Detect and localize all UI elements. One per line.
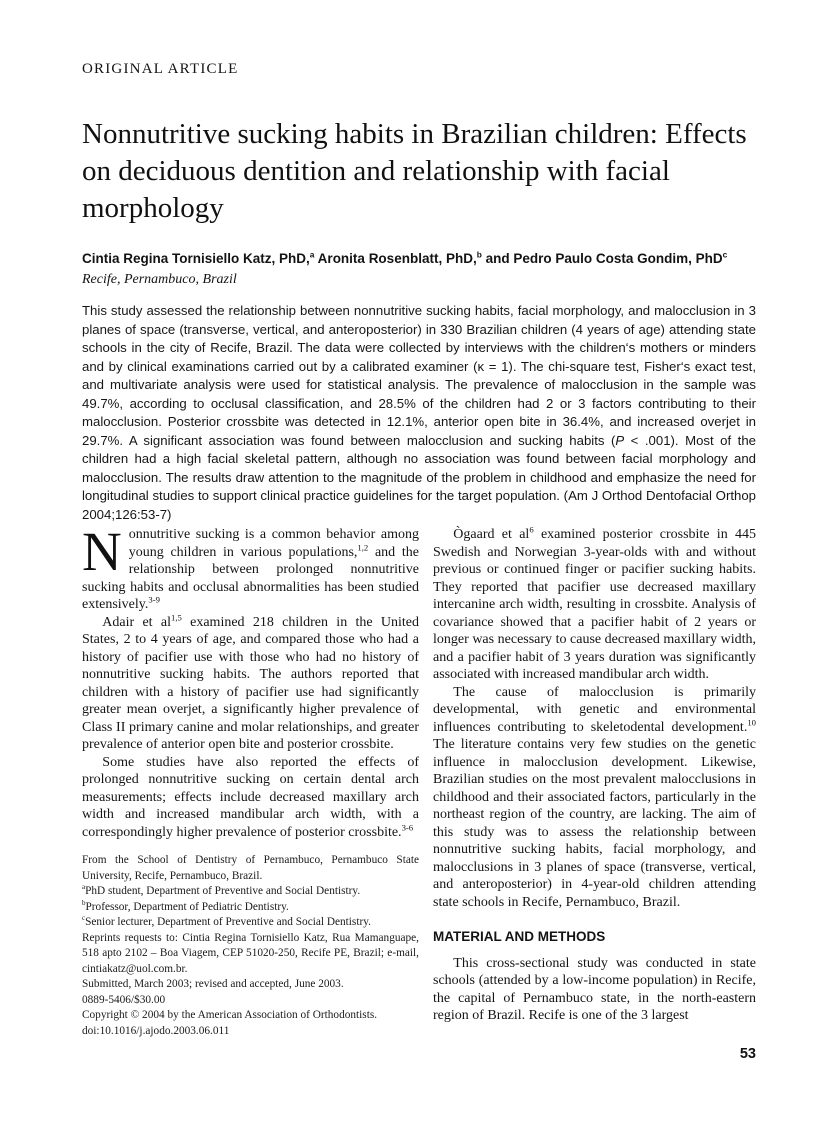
author-1: Cintia Regina Tornisiello Katz, PhD, bbox=[82, 251, 310, 266]
intro-text-1: onnutritive sucking is a common behavior among young children in various populations, bbox=[128, 527, 419, 560]
footnote-sup-a: a bbox=[82, 883, 86, 892]
intro-paragraph bbox=[82, 521, 419, 614]
footnote-text-a: PhD student, Department of Preventive and Social Dentistry. bbox=[85, 885, 361, 897]
footnote-affil-a bbox=[82, 884, 419, 900]
abstract-text-2: < .001). Most of the children had a high facial skeletal pattern, although no association was found between facial morphology and malocclusion. The results draw attention to the magnitude of the problem in childhood and emphasize the need for longitudinal studies to support clinical practice guidelines for the target population. (Am J Orthod Dentofacial Orthop 2004;126:53-7) bbox=[82, 432, 757, 522]
citation-ref-10: 10 bbox=[747, 716, 756, 727]
right-column bbox=[433, 526, 756, 1039]
footnote-doi bbox=[82, 1024, 419, 1040]
citation-ref-3-6: 3-6 bbox=[401, 821, 414, 832]
methods-paragraph bbox=[433, 955, 756, 1025]
abstract-paragraph bbox=[82, 302, 756, 524]
article-type-label: ORIGINAL ARTICLE bbox=[82, 61, 239, 77]
left-column bbox=[82, 521, 419, 1039]
footnote-text-b: Professor, Department of Pediatric Dentistry. bbox=[85, 900, 289, 913]
author-3: and Pedro Paulo Costa Gondim, PhD bbox=[481, 251, 723, 266]
page-number: 53 bbox=[739, 1046, 756, 1062]
drop-cap: N bbox=[82, 521, 122, 582]
footnote-sup-b: b bbox=[82, 898, 86, 907]
arch-text-1: Some studies have also reported the effects of prolonged nonnutritive sucking on certain dental arch measurements; effects include decreased maxillary arch width and increased mandibular arch width, with a correspondingly higher prevalence of posterior crossbite. bbox=[82, 754, 419, 840]
abstract-p-value-symbol: P bbox=[615, 432, 625, 448]
footnote-block bbox=[82, 853, 419, 1039]
author-3-affiliation-mark: c bbox=[722, 249, 728, 260]
material-and-methods-heading: MATERIAL AND METHODS bbox=[433, 929, 606, 944]
footnote-text-c: Senior lecturer, Department of Preventive and Social Dentistry. bbox=[85, 916, 371, 928]
author-2: Aronita Rosenblatt, PhD, bbox=[314, 251, 477, 266]
intro-text-2: and the relationship between prolonged nonnutritive sucking habits and occlusal abnormalities has been studied extensively. bbox=[82, 544, 419, 612]
footnote-text-copyright: Copyright © 2004 by the American Association of Orthodontists. bbox=[82, 1009, 378, 1021]
citation-ref-3-9: 3-9 bbox=[148, 594, 160, 605]
adair-text-2: examined 218 children in the United States, 2 to 4 years of age, and compared those who had a history of pacifier use with those who had no history of nonnutritive sucking habits. The authors reported that children with a history of pacifier use had significantly greater mean overjet, a significantly higher prevalence of Class II primary canine and molar relationships, and greater prevalence of anterior open bite and posterior crossbite. bbox=[82, 614, 419, 752]
ogaard-text-1: Ògaard et al bbox=[453, 527, 530, 542]
author-line bbox=[82, 251, 758, 266]
cause-text-2: The literature contains very few studies on the genetic influence in malocclusion development. Likewise, Brazilian studies on the most prevalent malocclusions in childhood and their associated factors, particularly in the northeast region of the country, are lacking. The aim of this study was to assess the relationship between nonnutritive sucking habits, facial morphology, and malocclusions in 3 planes of space (transverse, vertical, and anteroposterior) in 4-year-old children attending state schools in Recife, Pernambuco, Brazil. bbox=[433, 737, 756, 910]
citation-ref-1-2: 1,2 bbox=[357, 541, 369, 552]
footnote-sup-c: c bbox=[82, 914, 86, 923]
footnote-affil-b bbox=[82, 900, 419, 916]
ogaard-paragraph bbox=[433, 526, 756, 684]
cause-text-1: The cause of malocclusion is primarily developmental, with genetic and environmental influences contributing to skeletodental development. bbox=[433, 684, 756, 735]
footnote-submitted bbox=[82, 977, 419, 993]
footnote-text-doi: doi:10.1016/j.ajodo.2003.06.011 bbox=[82, 1024, 230, 1037]
citation-ref-1-5: 1,5 bbox=[170, 611, 182, 622]
footnote-affil-c bbox=[82, 915, 419, 931]
adair-text-1: Adair et al bbox=[102, 614, 171, 630]
footnote-issn-price bbox=[82, 993, 419, 1009]
footnote-reprints bbox=[82, 931, 419, 978]
footnote-text-reprints: Reprints requests to: Cintia Regina Tornisiello Katz, Rua Mamanguape, 518 apto 2102 – Boa Viagem, CEP 51020-250, Recife PE, Brazil; e-mail, cintiakatz@uol.com.br. bbox=[82, 931, 419, 975]
author-2-affiliation-mark: b bbox=[476, 249, 482, 260]
citation-ref-6: 6 bbox=[529, 524, 534, 535]
abstract-text-1: This study assessed the relationship between nonnutritive sucking habits, facial morphology, and malocclusion in 3 planes of space (transverse, vertical, and anteroposterior) in 330 Brazilian children (4 years of age) attending state schools in the city of Recife, Brazil. The data were collected by interviews with the children‘s mothers or minders and by clinical examinations carried out by a calibrated examiner (κ = 1). The chi-square test, Fisher‘s exact test, and multivariate analysis were used for statistical analysis. The prevalence of malocclusion in the sample was 49.7%, according to occlusal classification, and 28.5% of the children had 2 or 3 factors contributing to their malocclusion. Posterior crossbite was detected in 12.1%, anterior open bite in 36.4%, and increased overjet in 29.7%. A significant association was found between malocclusion and sucking habits ( bbox=[82, 303, 756, 448]
footnote-text-0: From the School of Dentistry of Pernambuco, Pernambuco State University, Recife, Pernambuco, Brazil. bbox=[82, 854, 419, 882]
article-title: Nonnutritive sucking habits in Brazilian children: Effects on deciduous dentition and relationship with facial morphology bbox=[82, 118, 747, 224]
cause-paragraph bbox=[433, 684, 756, 912]
ogaard-text-2: examined posterior crossbite in 445 Swedish and Norwegian 3-year-olds with and without previous or continued finger or pacifier sucking habits. They reported that pacifier use decreased maxillary intercanine arch width, resulting in crossbite. Analysis of covariance showed that a pacifier habit of 2 years or longer was necessary to cause decreased maxillary width, and a pacifier habit of 3 years duration was significantly associated with increased mandibular arch width. bbox=[433, 527, 756, 682]
footnote-text-submitted: Submitted, March 2003; revised and accepted, June 2003. bbox=[82, 978, 344, 990]
author-1-affiliation-mark: a bbox=[309, 249, 315, 260]
footnote-copyright bbox=[82, 1008, 419, 1024]
methods-text-1: This cross-sectional study was conducted in state schools (attended by a low-income population) in Recife, the capital of Pernambuco state, in the north-eastern region of Brazil. Recife is one of the 3 largest bbox=[433, 955, 756, 1023]
author-location: Recife, Pernambuco, Brazil bbox=[82, 272, 237, 287]
arch-measurements-paragraph bbox=[82, 754, 419, 842]
adair-paragraph bbox=[82, 611, 419, 754]
footnote-source bbox=[82, 853, 419, 884]
two-column-body bbox=[82, 521, 756, 1039]
footnote-text-issn: 0889-5406/$30.00 bbox=[82, 993, 166, 1006]
